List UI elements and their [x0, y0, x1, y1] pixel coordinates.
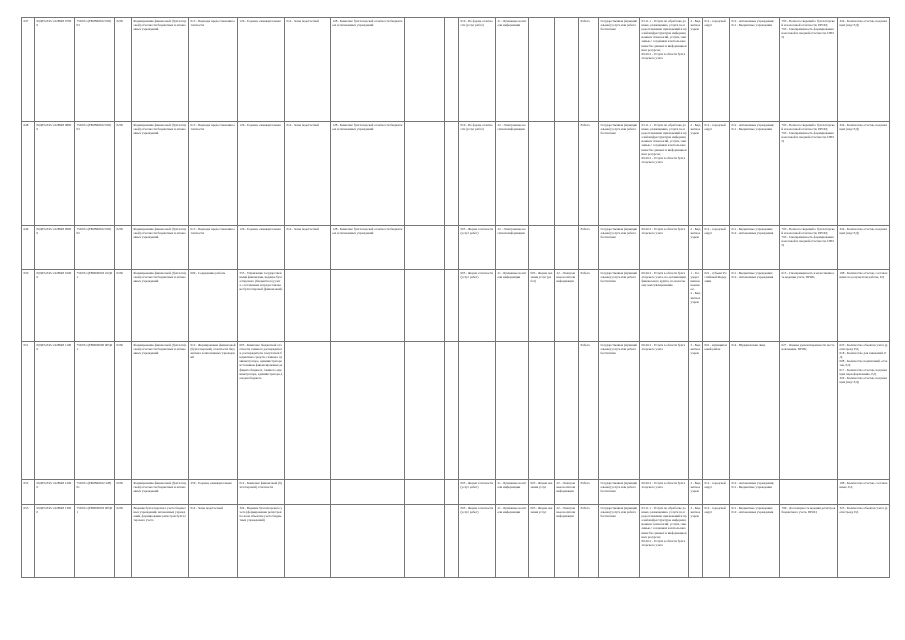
- cell-c17: [599, 226, 640, 270]
- cell-text: 2 - Бюджетное учреж: [690, 343, 702, 356]
- cell-text: 259 - Годовая, ежеквартальная: [190, 481, 232, 485]
- cell-c22: [780, 18, 838, 122]
- cell-text: 128 - Комплекс бухгалтерской отчетности бюджетных и автономных учреждений: [332, 123, 403, 132]
- cell-c18: [640, 226, 689, 270]
- cell-c19: [689, 342, 703, 480]
- cell-text: Работа: [580, 343, 590, 347]
- table-row: [22, 480, 890, 505]
- cell-text: 22 - Электронные носители информации: [497, 123, 526, 132]
- cell-c12: [459, 122, 496, 226]
- cell-okved: [75, 122, 115, 226]
- cell-text: 005 - Форма отчетности (услуг работ): [460, 481, 494, 490]
- cell-text: 793 - Полнота сведений о бухгалтерской и налоговой отчетности, ПРОЦ; 793 - Своевременность формирования налоговой и сводной отчетности, ПРОЦ: [781, 123, 835, 144]
- cell-text: Государственная (муниципальная) услуга или работа бесплатная: [600, 123, 638, 136]
- cell-text: 011 - Бюджетные учреждения; 012 - Автономные учреждения: [731, 506, 774, 515]
- cell-text: 750/03.1(ЕВ0000000 005)01: [76, 343, 113, 352]
- cell-c18: [640, 480, 689, 505]
- cell-c10: [405, 18, 445, 122]
- cell-c11: [445, 18, 459, 122]
- cell-c12: [459, 505, 496, 578]
- cell-c16: [579, 226, 599, 270]
- cell-text: 012 - Автономные учреждения; 011 - Бюджетные учреждения: [731, 481, 775, 490]
- cell-c19: [689, 270, 703, 342]
- cell-text: 012 - Формирование финансовой (бухгалтерской) отчетности бюджетных и автономных учреждений: [190, 343, 237, 360]
- cell-c14: [529, 505, 555, 578]
- cell-no: [22, 18, 35, 122]
- cell-c14: [529, 270, 555, 342]
- cell-text: 00ДЕЗ-Р45.1.02ВФЗ 12000: [36, 481, 72, 490]
- cell-text: 005 - Форма оказания услуг: [530, 481, 553, 490]
- cell-category: [331, 342, 405, 480]
- cell-text: Формирование финансовой (бухгалтерской) отчетности бюджетных и автономных учреждений: [133, 481, 187, 494]
- cell-c16: [579, 270, 599, 342]
- cell-text: 128 - Комплекс бухгалтерской отчетности бюджетных и автономных учреждений: [332, 19, 403, 28]
- cell-text: Формирование финансовой (бухгалтерской) отчетности бюджетных и автономных учреждений: [133, 271, 187, 284]
- cell-content: [189, 18, 238, 122]
- cell-text: 012 - Автономные учреждения; 011 - Бюджетные учреждения: [731, 123, 775, 132]
- cell-condition: [238, 18, 285, 122]
- cell-c16: [579, 342, 599, 480]
- cell-text: Ведение бухгалтерского учета бюджетных учреждений, автономных учреждений, формирование регистров бухгалтерского учета: [133, 506, 186, 523]
- cell-c12: [459, 480, 496, 505]
- cell-form: [285, 342, 331, 480]
- cell-c12: [459, 18, 496, 122]
- cell-text: 63.11.1 - Услуги по обработке данных, размещению, услуги по предоставлению приложений и прочей инфраструктуры информационных технологий, услуги, связанные с созданием и использованием баз данных и информационных ресурсов; 69.20.2 - Услуги в области бухгалтерского учета: [641, 123, 687, 164]
- cell-code: [35, 122, 75, 226]
- cell-text: Работа: [580, 227, 590, 231]
- register-rows: [22, 18, 890, 578]
- cell-c15: [555, 342, 579, 480]
- cell-text: 014 - Зоны подотчетной: [286, 19, 319, 23]
- cell-text: Государственная (муниципальная) услуга или работа бесплатная: [600, 271, 638, 284]
- cell-text: Работа: [580, 19, 590, 23]
- cell-c18: [640, 18, 689, 122]
- cell-text: 014 - Зоны подотчетной: [286, 123, 319, 127]
- cell-text: Работа: [580, 506, 590, 510]
- cell-c21: [730, 480, 780, 505]
- cell-text: 001 - муниципальный район: [704, 343, 728, 352]
- cell-text: 2 - Бюджетное учреж: [690, 506, 702, 519]
- cell-text: 750/03.1(ЕВ0000003 222)01: [76, 271, 113, 280]
- cell-c11: [445, 270, 459, 342]
- cell-no: [22, 505, 35, 578]
- cell-c12: [459, 342, 496, 480]
- cell-c10: [405, 270, 445, 342]
- cell-text: 010 - По форме отчетности (услуг работ): [460, 123, 493, 132]
- cell-okpd: [115, 122, 132, 226]
- cell-c23: [838, 226, 890, 270]
- cell-text: 69.20.2 - Услуги в области бухгалтерского учета, по организации финансового аудита, по налоговому консультированию: [641, 271, 687, 288]
- cell-okpd: [115, 18, 132, 122]
- cell-text: 005 - Комплекс бюджетной отчетности главного распорядителя, распорядителя, получателя бюджетных средств, главного администратора, администратора источников финансирования дефицита бюджета, главного администратора, администратора доходов бюджета: [239, 343, 283, 380]
- cell-c19: [689, 505, 703, 578]
- cell-text: 651: [23, 343, 29, 347]
- cell-c13: [496, 480, 529, 505]
- cell-c15: [555, 480, 579, 505]
- cell-text: 128 - Комплекс бухгалтерской отчетности бюджетных и автономных учреждений: [332, 227, 403, 236]
- cell-text: 005 - Форма отчетности (услуг работ): [460, 271, 494, 280]
- cell-c22: [780, 122, 838, 226]
- cell-no: [22, 122, 35, 226]
- register-table: [21, 17, 890, 578]
- cell-category: [331, 505, 405, 578]
- cell-c14: [529, 342, 555, 480]
- cell-text: 00ДЕЗ-Р45.1.02ВФЗ 09000: [36, 227, 72, 236]
- cell-text: 126 - Годовая, ежеквартальная: [239, 123, 281, 127]
- cell-text: Формирование финансовой (бухгалтерской) отчетности бюджетных и автономных учреждений: [133, 343, 187, 356]
- cell-text: 005 - Форма оказания услуг: [530, 506, 553, 515]
- cell-c17: [599, 505, 640, 578]
- cell-c20: [703, 18, 730, 122]
- cell-c20: [703, 480, 730, 505]
- cell-text: 650: [23, 271, 29, 275]
- cell-c10: [405, 480, 445, 505]
- cell-text: 014 - Юридические лица: [731, 343, 766, 347]
- cell-c18: [640, 342, 689, 480]
- cell-c13: [496, 505, 529, 578]
- cell-category: [331, 226, 405, 270]
- cell-category: [331, 122, 405, 226]
- cell-text: 126 - Годовая, ежеквартальная: [239, 19, 281, 23]
- cell-text: Государственная (муниципальная) услуга или работа бесплатная: [600, 343, 638, 356]
- cell-text: 198 - Количество отчетов, составленных по результатам работы, ЕД: [839, 271, 888, 280]
- cell-text: 653: [23, 506, 29, 510]
- cell-text: 750/03.1(ЕВ0000003 005)01: [76, 506, 113, 515]
- cell-form: [285, 122, 331, 226]
- cell-text: 63.11.1 - Услуги по обработке данных, размещению, услуги по предоставлению приложений и прочей инфраструктуры информационных технологий, услуги, связанные с созданием и использованием баз данных и информационных ресурсов; 69.20.2 - Услуги в области бухгалтерского учета: [641, 506, 687, 547]
- cell-condition: [238, 342, 285, 480]
- cell-form: [285, 270, 331, 342]
- cell-service-name: [132, 226, 189, 270]
- cell-okved: [75, 480, 115, 505]
- cell-text: 2 - Бюджетное учреж: [690, 227, 702, 240]
- cell-text: Государственная (муниципальная) услуга или работа бесплатная: [600, 481, 638, 494]
- cell-c11: [445, 226, 459, 270]
- cell-text: 750/03.1(ЕВ2В60022 005)03: [76, 123, 112, 132]
- table-row: [22, 18, 890, 122]
- cell-okpd: [115, 480, 132, 505]
- cell-c19: [689, 480, 703, 505]
- cell-text: Работа: [580, 271, 590, 275]
- cell-c10: [405, 505, 445, 578]
- cell-okved: [75, 342, 115, 480]
- cell-text: 012 - Автономные учреждения; 011 - Бюджетные учреждения: [731, 19, 775, 28]
- cell-c11: [445, 505, 459, 578]
- cell-text: 555 - Управление государственными финансами, ведение бухгалтерского (бюджетного) учета, составление и предоставление бухгалтерской (финансовой): [239, 271, 283, 292]
- cell-c11: [445, 122, 459, 226]
- cell-c18: [640, 122, 689, 226]
- cell-text: 014 - Зоны подотчетной: [286, 227, 319, 231]
- cell-service-name: [132, 270, 189, 342]
- cell-text: 011 - Бюджетные учреждения; 012 - Автономные учреждения: [731, 227, 774, 236]
- cell-c13: [496, 18, 529, 122]
- cell-c23: [838, 18, 890, 122]
- register-sheet: [21, 17, 890, 578]
- cell-text: 00ДЕЗ-Р45.1.02ВФЗ 11000: [36, 343, 72, 352]
- cell-text: 005 - Форма отчетности (услуг работ): [460, 506, 494, 515]
- cell-c22: [780, 342, 838, 480]
- cell-c20: [703, 505, 730, 578]
- cell-category: [331, 270, 405, 342]
- cell-c17: [599, 480, 640, 505]
- cell-c14: [529, 226, 555, 270]
- cell-c15: [555, 122, 579, 226]
- cell-code: [35, 18, 75, 122]
- cell-okved: [75, 18, 115, 122]
- cell-c13: [496, 342, 529, 480]
- cell-text: 324 - Количество отчетов, подлежащих (нед/ ЕД): [839, 123, 887, 132]
- cell-text: 0256: [116, 123, 123, 127]
- cell-text: 0256: [116, 19, 123, 23]
- cell-content: [189, 270, 238, 342]
- cell-c20: [703, 122, 730, 226]
- cell-c15: [555, 226, 579, 270]
- cell-okpd: [115, 226, 132, 270]
- cell-form: [285, 226, 331, 270]
- cell-condition: [238, 122, 285, 226]
- cell-c13: [496, 122, 529, 226]
- cell-text: 013 - Периоды предоставления отчетности: [190, 19, 235, 28]
- cell-c20: [703, 270, 730, 342]
- cell-c17: [599, 18, 640, 122]
- cell-c15: [555, 18, 579, 122]
- cell-c21: [730, 18, 780, 122]
- cell-text: Формирование финансовой (бухгалтерской) отчетности бюджетных и автономных учреждений: [133, 123, 187, 136]
- cell-c17: [599, 270, 640, 342]
- cell-text: 649: [23, 227, 29, 231]
- cell-text: 648: [23, 123, 29, 127]
- cell-c20: [703, 226, 730, 270]
- cell-c12: [459, 226, 496, 270]
- cell-c19: [689, 122, 703, 226]
- cell-text: 793 - Полнота сведений о бухгалтерской и налоговой отчетности, ПРОЦ; 793 - Своевременность формирования налоговой и сводной отчетности, ПРОЦ: [781, 227, 835, 248]
- cell-text: Работа: [580, 123, 590, 127]
- cell-text: 013 - Периоды предоставления отчетности: [190, 123, 235, 132]
- cell-c21: [730, 270, 780, 342]
- cell-code: [35, 270, 75, 342]
- cell-text: 22 - Электронные носители информации: [556, 271, 576, 284]
- cell-c11: [445, 480, 459, 505]
- cell-service-name: [132, 122, 189, 226]
- cell-c15: [555, 270, 579, 342]
- cell-text: 22 - Электронные носители информации: [497, 227, 526, 236]
- cell-code: [35, 480, 75, 505]
- cell-text: 0256: [116, 343, 123, 347]
- cell-text: Государственная (муниципальная) услуга или работа бесплатная: [600, 506, 638, 519]
- cell-text: 2 - Бюджетное учреж: [690, 123, 702, 136]
- cell-text: 324 - Количество отчетов, подлежащих (нед/ ЕД): [839, 19, 887, 28]
- cell-text: 005 - Форма оказания услуг (работ): [530, 271, 553, 284]
- cell-text: 324 - Количество отчетов, подлежащих (нед/ ЕД): [839, 227, 887, 236]
- cell-text: 010 - По форме отчетности (услуг работ): [460, 19, 493, 28]
- cell-text: Работа: [580, 481, 590, 485]
- cell-okved: [75, 270, 115, 342]
- cell-text: 012 - городской округ: [704, 19, 727, 28]
- cell-text: 750/03.1(ЕВ2В60022 005)02: [76, 227, 112, 236]
- cell-c22: [780, 480, 838, 505]
- cell-text: Формирование финансовой (бухгалтерской) отчетности бюджетных и автономных учреждений: [133, 227, 187, 240]
- cell-form: [285, 505, 331, 578]
- cell-text: 00ДЕЗ-Р45.1.02ВФЗ 10000: [36, 271, 72, 280]
- cell-text: 00ДЕЗ-Р45.1.02ВФЗ 07000: [36, 19, 72, 28]
- table-row: [22, 270, 890, 342]
- cell-text: 750/03.1(ЕВ2В60022 005)03: [76, 19, 112, 28]
- cell-text: 69.20.2 - Услуги в области бухгалтерского учета: [641, 343, 686, 352]
- cell-c23: [838, 505, 890, 578]
- table-row: [22, 226, 890, 270]
- cell-c15: [555, 505, 579, 578]
- cell-text: 793 - Полнота сведений о бухгалтерской и налоговой отчетности, ПРОЦ; 793 - Своевременность формирования налоговой и сводной отчетности, ПРОЦ: [781, 19, 835, 40]
- cell-text: 647: [23, 19, 29, 23]
- cell-content: [189, 226, 238, 270]
- cell-text: 00ДЕЗ-Р45.1.02ВФЗ 13000: [36, 506, 72, 515]
- cell-c14: [529, 122, 555, 226]
- cell-content: [189, 122, 238, 226]
- cell-text: 03.11.1 - Услуги по обработке данных, размещению, услуги по предоставлению приложений и прочей инфраструктуры информационных технологий, услуги, связанные с созданием и использованием баз данных и информационных ресурсов; 69.20.2 - Услуги в области бухгалтерского учета: [641, 19, 687, 60]
- cell-condition: [238, 226, 285, 270]
- cell-service-name: [132, 505, 189, 578]
- cell-text: 009 - Содержание работы: [190, 271, 226, 275]
- cell-c22: [780, 270, 838, 342]
- cell-content: [189, 480, 238, 505]
- cell-text: 012 - Комплекс финансовой (бухгалтерской) отчетности: [239, 481, 283, 490]
- cell-no: [22, 270, 35, 342]
- cell-c19: [689, 18, 703, 122]
- cell-text: 198 - Количество отчетов, составленных, ЕД: [839, 481, 888, 490]
- cell-content: [189, 342, 238, 480]
- cell-code: [35, 505, 75, 578]
- cell-c13: [496, 226, 529, 270]
- table-row: [22, 505, 890, 578]
- cell-content: [189, 505, 238, 578]
- cell-text: 00ДЕЗ-Р45.1.02ВФЗ 08000: [36, 123, 72, 132]
- cell-service-name: [132, 342, 189, 480]
- cell-condition: [238, 480, 285, 505]
- cell-okved: [75, 226, 115, 270]
- cell-no: [22, 226, 35, 270]
- cell-c23: [838, 480, 890, 505]
- cell-text: 012 - городской округ: [704, 506, 727, 515]
- table-row: [22, 342, 890, 480]
- cell-text: 005 - Форма отчетности (услуг работ): [460, 227, 494, 236]
- cell-c10: [405, 342, 445, 480]
- cell-c16: [579, 480, 599, 505]
- cell-c19: [689, 226, 703, 270]
- cell-c17: [599, 122, 640, 226]
- cell-c22: [780, 505, 838, 578]
- table-row: [22, 122, 890, 226]
- cell-condition: [238, 270, 285, 342]
- cell-okpd: [115, 270, 132, 342]
- cell-text: 2 - Бюджетное учреж: [690, 19, 702, 32]
- cell-service-name: [132, 18, 189, 122]
- cell-c18: [640, 270, 689, 342]
- cell-form: [285, 480, 331, 505]
- cell-c16: [579, 505, 599, 578]
- cell-service-name: [132, 480, 189, 505]
- cell-text: 014 - Зоны подотчетной: [190, 506, 223, 510]
- cell-text: 21 - Бумажные носители информации: [497, 271, 527, 280]
- cell-text: 323 - Количество объектов учета (регистров), ЕД: [839, 506, 888, 515]
- cell-text: 21 - Бумажные носители информации: [497, 481, 527, 490]
- cell-text: 012 - городской округ: [704, 227, 727, 236]
- cell-okpd: [115, 505, 132, 578]
- cell-text: 0256: [116, 506, 123, 510]
- cell-text: 011 - Бюджетные учреждения; 012 - Автономные учреждения: [731, 271, 774, 280]
- cell-category: [331, 480, 405, 505]
- cell-text: 69.20.2 - Услуги в области бухгалтерского учета: [641, 227, 686, 236]
- cell-text: 750/03.1(ЕВ2В60022 228)01: [76, 481, 112, 490]
- cell-c23: [838, 270, 890, 342]
- cell-form: [285, 18, 331, 122]
- cell-c11: [445, 342, 459, 480]
- cell-text: Государственная (муниципальная) услуга или работа бесплатная: [600, 19, 638, 32]
- cell-c13: [496, 270, 529, 342]
- cell-text: 799 - Достоверность ведения регистров бюджетного учета, ПРОЦ: [781, 506, 837, 515]
- cell-c21: [730, 505, 780, 578]
- cell-category: [331, 18, 405, 122]
- cell-text: 2 - Бюджетное учреж: [690, 481, 702, 494]
- cell-text: 22 - Электронные носители информации: [556, 506, 576, 519]
- cell-c16: [579, 18, 599, 122]
- cell-text: 1 - Государственное казенное; 2 - Бюджетное учреж: [690, 271, 701, 304]
- cell-c22: [780, 226, 838, 270]
- cell-text: 21 - Бумажные носители информации: [497, 506, 527, 515]
- cell-c21: [730, 342, 780, 480]
- cell-text: 21 - Бумажные носители информации: [497, 19, 527, 28]
- cell-c10: [405, 122, 445, 226]
- cell-text: 023 - Количество объектов учета (регистров), ЕД; 018 - Количество для заявлений, ЕД; 008 - Количество подписаний, отчетов, ЕД; 017 - Количество отчетов, подлежащих переоформлению, ЕД; 324 - Количество отчетов, подлежащих (нед/ ЕД): [839, 343, 888, 384]
- cell-c23: [838, 342, 890, 480]
- cell-text: 324 - Ведение бухгалтерского учета (формирование регистров по всем объектам учета бюджетных учреждений): [239, 506, 283, 523]
- cell-text: 22 - Электронные носители информации: [556, 481, 576, 494]
- cell-text: 013 - Периоды предоставления отчетности: [190, 227, 235, 236]
- cell-c12: [459, 270, 496, 342]
- cell-text: 652: [23, 481, 29, 485]
- cell-c17: [599, 342, 640, 480]
- cell-c10: [405, 226, 445, 270]
- cell-text: 613 - Своевременность и качественность ведения учета, ПРОЦ: [781, 271, 835, 280]
- cell-c18: [640, 505, 689, 578]
- cell-text: 0256: [116, 227, 123, 231]
- cell-c20: [703, 342, 730, 480]
- cell-code: [35, 342, 75, 480]
- cell-condition: [238, 505, 285, 578]
- cell-no: [22, 480, 35, 505]
- cell-text: 126 - Годовая, ежеквартальная: [239, 227, 281, 231]
- cell-c14: [529, 18, 555, 122]
- cell-text: 021 - субъект Российской Федерации: [704, 271, 727, 284]
- cell-code: [35, 226, 75, 270]
- cell-text: 0256: [116, 271, 123, 275]
- cell-text: 012 - городской округ: [704, 123, 727, 132]
- cell-c23: [838, 122, 890, 226]
- cell-c21: [730, 226, 780, 270]
- cell-text: 0256: [116, 481, 123, 485]
- cell-text: 027 - Оценка удовлетворенности постановлением, ПРОЦ: [781, 343, 835, 352]
- cell-okpd: [115, 342, 132, 480]
- cell-text: Формирование финансовой (бухгалтерской) отчетности бюджетных и автономных учреждений: [133, 19, 187, 32]
- cell-c16: [579, 122, 599, 226]
- cell-text: Государственная (муниципальная) услуга или работа бесплатная: [600, 227, 638, 240]
- cell-text: 012 - городской округ: [704, 481, 727, 490]
- cell-c21: [730, 122, 780, 226]
- cell-no: [22, 342, 35, 480]
- cell-c14: [529, 480, 555, 505]
- cell-okved: [75, 505, 115, 578]
- cell-text: 69.20.2 - Услуги в области бухгалтерского учета: [641, 481, 686, 490]
